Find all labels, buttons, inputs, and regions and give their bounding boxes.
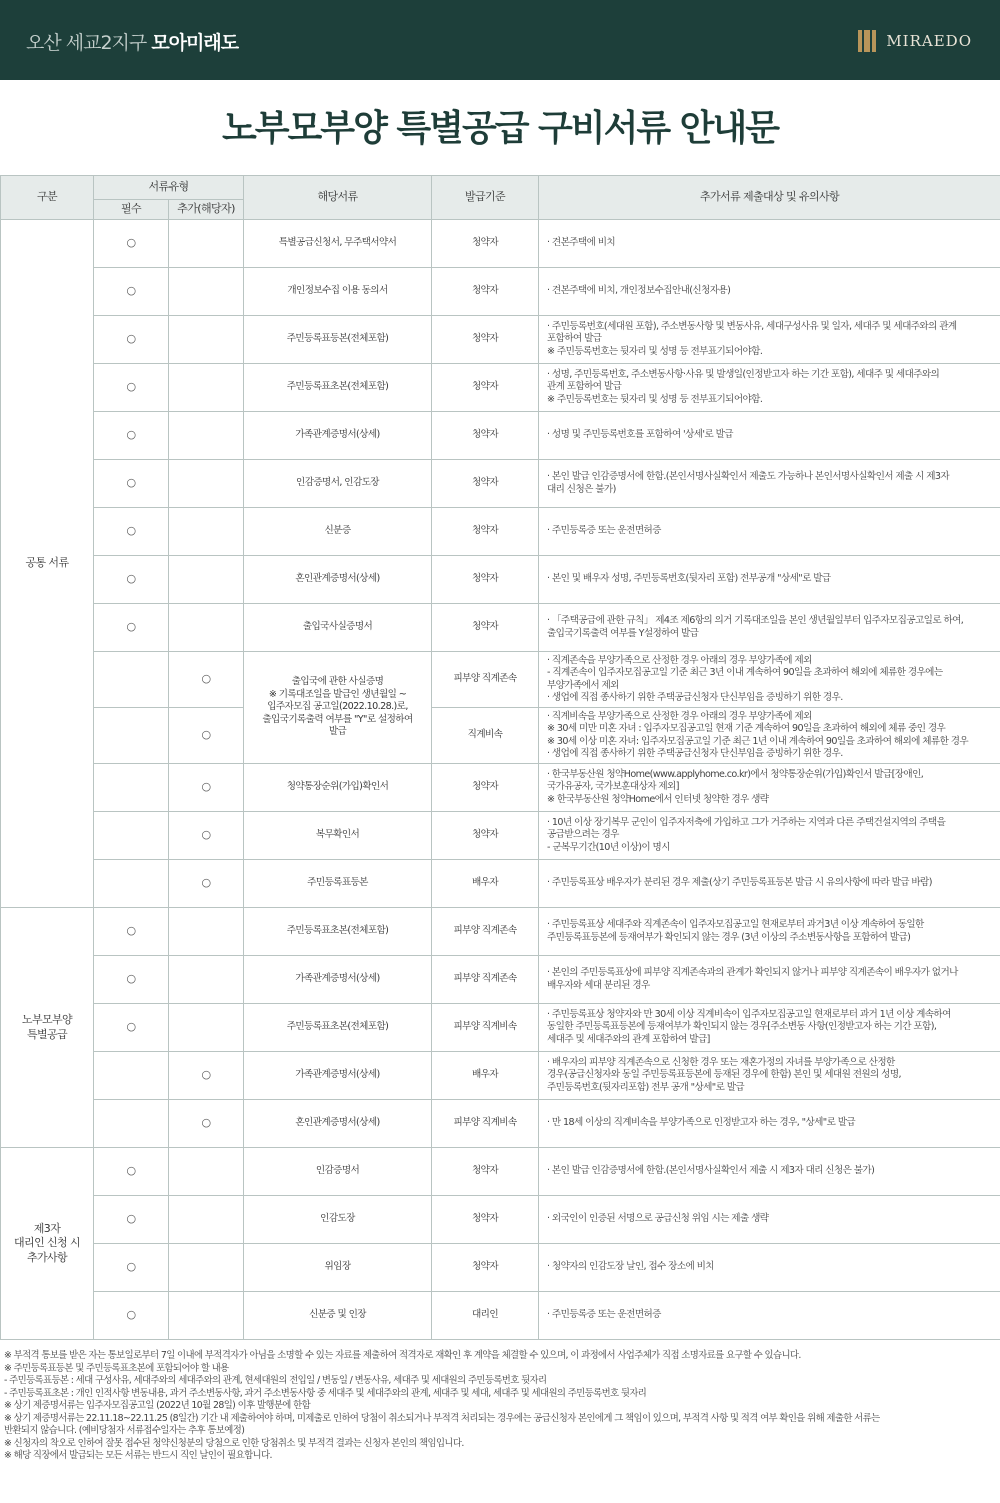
document-note: · 견본주택에 비치 bbox=[539, 220, 1000, 268]
table-row bbox=[1, 1052, 1000, 1100]
document-note: · 만 18세 이상의 직계비속을 부양가족으로 인정받고자 하는 경우, "상세"로 발급 bbox=[539, 1100, 1000, 1148]
footnote-item: ※ 주민등록표등본 및 주민등록표초본에 포함되어야 할 내용 - 주민등록표등본 : 세대 구성사유, 세대주와의 세대주와의 관계, 현세대원의 전입일 / 변동일 / 변동사유, 세대주 및 세대원의 주민등록번호 뒷자리 - 주민등록표초본 : 개인 인적사항 변동내용, 과거 주소변동사항, 과거 주소변동사항 중 세대주 및 세대주와의 관계, 세대주 및 세대, 세대주 및 세대원의 주민등록번호 뒷자리 bbox=[4, 1362, 647, 1399]
document-note: · 주민등록증 또는 운전면허증 bbox=[539, 508, 1000, 556]
required-mark bbox=[94, 812, 169, 860]
additional-mark bbox=[169, 316, 244, 364]
document-note: · 직계존속을 부양가족으로 산정한 경우 아래의 경우 부양가족에 제외 - 직계존속이 입주자모집공고일 기준 최근 3년 이내 계속하여 90일을 초과하여 해외에 체류한 경우에는 부양가족에서 제외 · 생업에 직접 종사하기 위한 주택공급신청자 단신부임을 증빙하기 위한 경우. bbox=[539, 652, 1000, 708]
document-name: 개인정보수집 이용 동의서 bbox=[244, 268, 432, 316]
issue-basis: 직계비속 bbox=[432, 708, 539, 764]
document-note: · 청약자의 인감도장 날인, 접수 장소에 비치 bbox=[539, 1244, 1000, 1292]
additional-mark bbox=[169, 956, 244, 1004]
table-row bbox=[1, 268, 1000, 316]
document-name: 위임장 bbox=[244, 1244, 432, 1292]
additional-mark: ○ bbox=[169, 708, 244, 764]
table-row bbox=[1, 316, 1000, 364]
document-name: 가족관계증명서(상세) bbox=[244, 956, 432, 1004]
document-name: 주민등록표등본 bbox=[244, 860, 432, 908]
header-required: 필수 bbox=[94, 200, 169, 220]
additional-mark bbox=[169, 1244, 244, 1292]
required-mark bbox=[94, 652, 169, 708]
header-additional: 추가(해당자) bbox=[169, 200, 244, 220]
header-category: 구분 bbox=[1, 176, 94, 220]
required-mark: ○ bbox=[94, 1196, 169, 1244]
site-name-bold: 모아미래도 bbox=[151, 32, 239, 54]
table-row bbox=[1, 1100, 1000, 1148]
document-name: 혼인관계증명서(상세) bbox=[244, 556, 432, 604]
table-row bbox=[1, 708, 1000, 764]
required-mark: ○ bbox=[94, 460, 169, 508]
issue-basis: 청약자 bbox=[432, 412, 539, 460]
required-mark bbox=[94, 1100, 169, 1148]
required-mark: ○ bbox=[94, 364, 169, 412]
additional-mark bbox=[169, 556, 244, 604]
additional-mark bbox=[169, 908, 244, 956]
document-note: · 본인 발급 인감증명서에 한함.(본인서명사실확인서 제출도 가능하나 본인서명사실확인서 제출 시 제3자 대리 신청은 불가) bbox=[539, 460, 1000, 508]
additional-mark bbox=[169, 412, 244, 460]
top-banner bbox=[0, 0, 1000, 80]
table-row bbox=[1, 764, 1000, 812]
document-note: · 주민등록번호(세대원 포함), 주소변동사항 및 변동사유, 세대구성사유 및 일자, 세대주 및 세대주와의 관계 포함하여 발급 ※ 주민등록번호는 뒷자리 및 성명 등 전부표기되어야함. bbox=[539, 316, 1000, 364]
issue-basis: 청약자 bbox=[432, 220, 539, 268]
additional-mark bbox=[169, 1196, 244, 1244]
footnote-item: ※ 부적격 통보를 받은 자는 통보일로부터 7일 이내에 부적격자가 아님을 소명할 수 있는 자료를 제출하여 적격자로 재확인 후 계약을 체결할 수 있으며, 이 과정에서 사업주체가 직접 소명자료를 요구할 수 있습니다. bbox=[4, 1350, 801, 1361]
table-row bbox=[1, 652, 1000, 708]
issue-basis: 청약자 bbox=[432, 764, 539, 812]
additional-mark bbox=[169, 220, 244, 268]
issue-basis: 청약자 bbox=[432, 364, 539, 412]
table-row bbox=[1, 1148, 1000, 1196]
page-title: 노부모부양 특별공급 구비서류 안내문 bbox=[221, 108, 779, 149]
required-mark: ○ bbox=[94, 412, 169, 460]
footnote-item: ※ 해당 직장에서 발급되는 모든 서류는 반드시 직인 날인이 필요합니다. bbox=[4, 1450, 272, 1461]
header-notes: 추가서류 제출대상 및 유의사항 bbox=[539, 176, 1000, 220]
required-mark: ○ bbox=[94, 508, 169, 556]
footnote-item: ※ 신청자의 착오로 인하여 잘못 접수된 청약신청분의 당첨으로 인한 당첨취소 및 부적격 결과는 신청자 본인의 책임입니다. bbox=[4, 1437, 464, 1449]
document-name: 주민등록표초본(전체포함) bbox=[244, 364, 432, 412]
required-mark bbox=[94, 860, 169, 908]
required-mark: ○ bbox=[94, 1244, 169, 1292]
document-name: 주민등록표초본(전체포함) bbox=[244, 908, 432, 956]
document-note: · 성명, 주민등록번호, 주소변동사항·사유 및 발생일(인정받고자 하는 기간 포함), 세대주 및 세대주와의 관계 포함하여 발급 ※ 주민등록번호는 뒷자리 및 성명 등 전부표기되어야함. bbox=[539, 364, 1000, 412]
table-row bbox=[1, 1196, 1000, 1244]
additional-mark bbox=[169, 604, 244, 652]
issue-basis: 피부양 직계존속 bbox=[432, 908, 539, 956]
table-row bbox=[1, 1292, 1000, 1340]
issue-basis: 청약자 bbox=[432, 604, 539, 652]
document-name: 주민등록표초본(전체포함) bbox=[244, 1004, 432, 1052]
table-row bbox=[1, 556, 1000, 604]
document-note: · 주민등록표상 청약자와 만 30세 이상 직계비속이 입주자모집공고일 현재로부터 과거 1년 이상 계속하여 동일한 주민등록표등본에 등재여부가 확인되지 않는 경우[주소변동 사항(인정받고자 하는 기간 포함), 세대주 및 세대주와의 관계 포함하여 발급] bbox=[539, 1004, 1000, 1052]
document-note: · 본인 발급 인감증명서에 한함.(본인서명사실확인서 제출 시 제3자 대리 신청은 불가) bbox=[539, 1148, 1000, 1196]
document-note: · 본인 및 배우자 성명, 주민등록번호(뒷자리 포함) 전부공개 "상세"로 발급 bbox=[539, 556, 1000, 604]
group-proxy: 제3자 대리인 신청 시 추가사항 bbox=[1, 1148, 94, 1340]
additional-mark: ○ bbox=[169, 652, 244, 708]
document-note: · 외국인이 인증된 서명으로 공급신청 위임 시는 제출 생략 bbox=[539, 1196, 1000, 1244]
brand-name: MIRAEDO bbox=[886, 32, 972, 50]
required-mark bbox=[94, 764, 169, 812]
table-row bbox=[1, 412, 1000, 460]
additional-mark: ○ bbox=[169, 860, 244, 908]
table-row bbox=[1, 956, 1000, 1004]
additional-mark: ○ bbox=[169, 812, 244, 860]
footnote-item: ※ 상기 제증명서류는 22.11.18~22.11.25 (8일간) 기간 내 제출하여야 하며, 미제출로 인하여 당첨이 취소되거나 부적격 처리되는 경우에는 공급신청자 본인에게 그 책임이 있으며, 부적격 사항 및 적격 여부 확인을 위해 제출한 서류는 반환되지 않습니다. (예비당첨자 서류접수일자는 추후 통보예정) bbox=[4, 1412, 880, 1436]
document-note: · 주민등록증 또는 운전면허증 bbox=[539, 1292, 1000, 1340]
issue-basis: 대리인 bbox=[432, 1292, 539, 1340]
document-name: 출입국사실증명서 bbox=[244, 604, 432, 652]
issue-basis: 청약자 bbox=[432, 460, 539, 508]
table-row bbox=[1, 364, 1000, 412]
required-mark: ○ bbox=[94, 956, 169, 1004]
header-basis: 발급기준 bbox=[432, 176, 539, 220]
table-row bbox=[1, 860, 1000, 908]
document-name: 가족관계증명서(상세) bbox=[244, 412, 432, 460]
document-name: 신분증 bbox=[244, 508, 432, 556]
issue-basis: 청약자 bbox=[432, 1196, 539, 1244]
additional-mark: ○ bbox=[169, 1052, 244, 1100]
document-note: · 주민등록표상 세대주와 직계존속이 입주자모집공고일 현재로부터 과거3년 이상 계속하여 동일한 주민등록표등본에 등재여부가 확인되지 않는 경우 (3년 이상의 주소변동사항을 포함하여 발급) bbox=[539, 908, 1000, 956]
required-mark: ○ bbox=[94, 1292, 169, 1340]
additional-mark: ○ bbox=[169, 764, 244, 812]
document-name: 출입국에 관한 사실증명 ※ 기록대조일을 발급인 생년월일 ~ 입주자모집 공고일(2022.10.28.)로, 출입국기록출력 여부를 "Y"로 설정하여 발급 bbox=[244, 652, 432, 764]
additional-mark bbox=[169, 460, 244, 508]
footnotes bbox=[4, 1350, 996, 1463]
additional-mark bbox=[169, 1292, 244, 1340]
document-note: · 견본주택에 비치, 개인정보수집안내(신청자용) bbox=[539, 268, 1000, 316]
document-name: 인감증명서 bbox=[244, 1148, 432, 1196]
group-common: 공통 서류 bbox=[1, 220, 94, 908]
issue-basis: 청약자 bbox=[432, 1244, 539, 1292]
site-name: 오산 세교2지구 모아미래도 bbox=[26, 32, 239, 54]
header-doc-type: 서류유형 bbox=[94, 176, 244, 200]
document-name: 청약통장순위(가입)확인서 bbox=[244, 764, 432, 812]
issue-basis: 청약자 bbox=[432, 268, 539, 316]
document-note: · 10년 이상 장기복무 군인이 입주자저축에 가입하고 그가 거주하는 지역과 다른 주택건설지역의 주택을 공급받으려는 경우 - 군복무기간(10년 이상)이 명시 bbox=[539, 812, 1000, 860]
header-document: 해당서류 bbox=[244, 176, 432, 220]
document-name: 인감도장 bbox=[244, 1196, 432, 1244]
document-name: 인감증명서, 인감도장 bbox=[244, 460, 432, 508]
brand-logo bbox=[858, 30, 972, 52]
footnote-item: ※ 상기 제증명서류는 입주자모집공고일 (2022년 10월 28일) 이후 발행분에 한함 bbox=[4, 1400, 311, 1411]
additional-mark bbox=[169, 364, 244, 412]
table-row bbox=[1, 604, 1000, 652]
issue-basis: 청약자 bbox=[432, 812, 539, 860]
issue-basis: 피부양 직계존속 bbox=[432, 956, 539, 1004]
issue-basis: 청약자 bbox=[432, 556, 539, 604]
required-mark bbox=[94, 708, 169, 764]
issue-basis: 피부양 직계존속 bbox=[432, 652, 539, 708]
additional-mark bbox=[169, 268, 244, 316]
document-note: · 「주택공급에 관한 규칙」 제4조 제6항의 의거 기록대조일을 본인 생년월일부터 입주자모집공고일로 하여, 출입국기록출력 여부를 Y설정하여 발급 bbox=[539, 604, 1000, 652]
required-mark bbox=[94, 1052, 169, 1100]
document-note: · 본인의 주민등록표상에 피부양 직계존속과의 관계가 확인되지 않거나 피부양 직계존속이 배우자가 없거나 배우자와 세대 분리된 경우 bbox=[539, 956, 1000, 1004]
required-mark: ○ bbox=[94, 556, 169, 604]
document-name: 혼인관계증명서(상세) bbox=[244, 1100, 432, 1148]
document-note: · 성명 및 주민등록번호를 포함하여 '상세'로 발급 bbox=[539, 412, 1000, 460]
additional-mark bbox=[169, 1148, 244, 1196]
documents-table bbox=[0, 175, 1000, 1340]
issue-basis: 배우자 bbox=[432, 860, 539, 908]
issue-basis: 피부양 직계비속 bbox=[432, 1004, 539, 1052]
issue-basis: 배우자 bbox=[432, 1052, 539, 1100]
brand-mark-icon bbox=[858, 30, 878, 52]
issue-basis: 청약자 bbox=[432, 1148, 539, 1196]
document-name: 신분증 및 인장 bbox=[244, 1292, 432, 1340]
table-row bbox=[1, 460, 1000, 508]
document-name: 복무확인서 bbox=[244, 812, 432, 860]
issue-basis: 청약자 bbox=[432, 508, 539, 556]
document-name: 특별공급신청서, 무주택서약서 bbox=[244, 220, 432, 268]
table-row bbox=[1, 220, 1000, 268]
required-mark: ○ bbox=[94, 268, 169, 316]
group-elderly: 노부모부양 특별공급 bbox=[1, 908, 94, 1148]
table-row bbox=[1, 1004, 1000, 1052]
additional-mark: ○ bbox=[169, 1100, 244, 1148]
required-mark: ○ bbox=[94, 1004, 169, 1052]
additional-mark bbox=[169, 1004, 244, 1052]
issue-basis: 피부양 직계비속 bbox=[432, 1100, 539, 1148]
table-row bbox=[1, 908, 1000, 956]
required-mark: ○ bbox=[94, 220, 169, 268]
document-note: · 주민등록표상 배우자가 분리된 경우 제출(상기 주민등록표등본 발급 시 유의사항에 따라 발급 바람) bbox=[539, 860, 1000, 908]
document-name: 가족관계증명서(상세) bbox=[244, 1052, 432, 1100]
document-name: 주민등록표등본(전체포함) bbox=[244, 316, 432, 364]
table-row bbox=[1, 1244, 1000, 1292]
table-row bbox=[1, 508, 1000, 556]
issue-basis: 청약자 bbox=[432, 316, 539, 364]
document-note: · 배우자의 피부양 직계존속으로 신청한 경우 또는 재혼가정의 자녀를 부양가족으로 산정한 경우(공급신청자와 동일 주민등록표등본에 등재된 경우에 한함) 본인 및 세대원 전원의 성명, 주민등록번호(뒷자리포함) 전부 공개 "상세"로 발급 bbox=[539, 1052, 1000, 1100]
additional-mark bbox=[169, 508, 244, 556]
document-note: · 한국부동산원 청약Home(www.applyhome.co.kr)에서 청약통장순위(가입)확인서 발급[장애인, 국가유공자, 국가보훈대상자 제외] ※ 한국부동산원 청약Home에서 인터넷 청약한 경우 생략 bbox=[539, 764, 1000, 812]
required-mark: ○ bbox=[94, 604, 169, 652]
document-note: · 직계비속을 부양가족으로 산정한 경우 아래의 경우 부양가족에 제외 ※ 30세 미만 미혼 자녀 : 입주자모집공고일 현재 기준 계속하여 90일을 초과하여 해외에 체류 중인 경우 ※ 30세 이상 미혼 자녀: 입주자모집공고일 기준 최근 1년 이내 계속하여 90일을 초과하여 해외에 체류한 경우 · 생업에 직접 종사하기 위한 주택공급신청자 단신부임을 증빙하기 위한 경우. bbox=[539, 708, 1000, 764]
table-row bbox=[1, 812, 1000, 860]
required-mark: ○ bbox=[94, 1148, 169, 1196]
required-mark: ○ bbox=[94, 316, 169, 364]
required-mark: ○ bbox=[94, 908, 169, 956]
